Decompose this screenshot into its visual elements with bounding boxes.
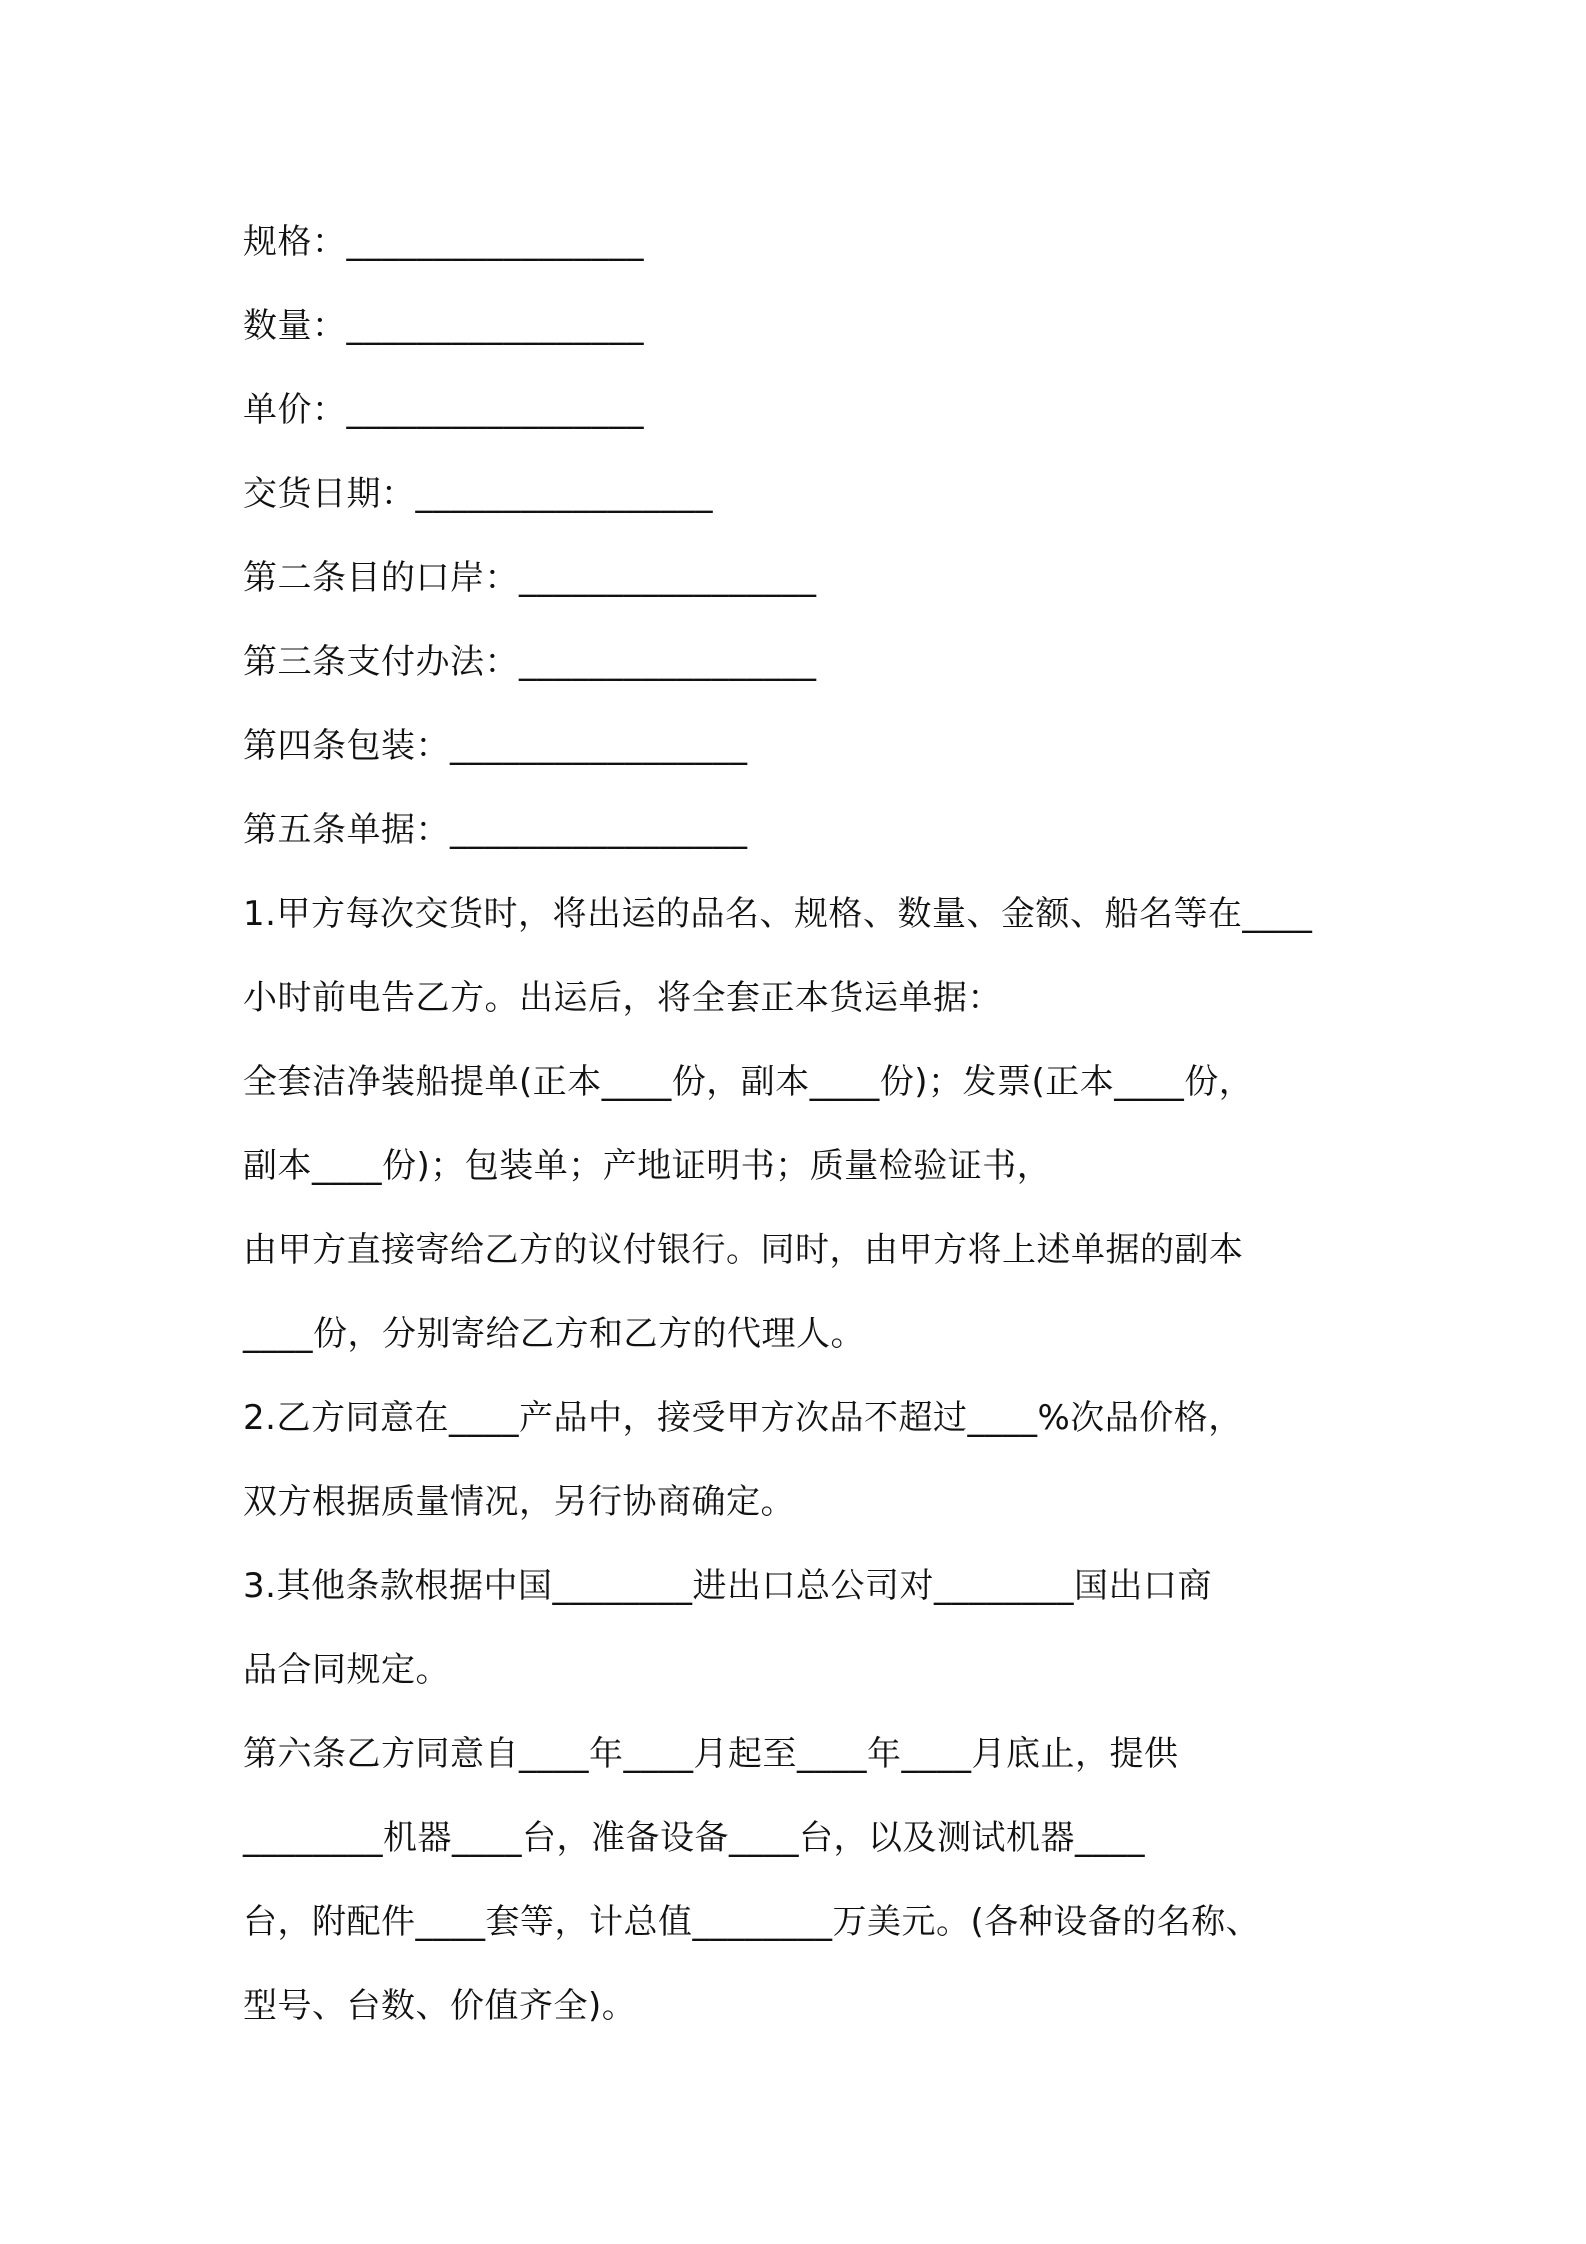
article-6-line-3: 台，附配件____套等，计总值________万美元。(各种设备的名称、	[243, 1902, 1261, 1942]
article-4-packing-line: 第四条包装：_________________	[243, 726, 748, 766]
clause-1-line-6: ____份，分别寄给乙方和乙方的代理人。	[243, 1314, 865, 1354]
clause-3-line-1: 3.其他条款根据中国________进出口总公司对________国出口商	[243, 1566, 1212, 1606]
clause-1-line-1: 1.甲方每次交货时，将出运的品名、规格、数量、金额、船名等在____	[243, 894, 1313, 934]
clause-1-line-4: 副本____份)；包装单；产地证明书；质量检验证书，	[243, 1146, 1052, 1186]
clause-2-line-2: 双方根据质量情况，另行协商确定。	[243, 1482, 795, 1522]
unit-price-line: 单价：_________________	[243, 390, 644, 430]
clause-1-line-2: 小时前电告乙方。出运后，将全套正本货运单据：	[243, 978, 1002, 1018]
article-3-payment-line: 第三条支付办法：_________________	[243, 642, 817, 682]
clause-2-line-1: 2.乙方同意在____产品中，接受甲方次品不超过____%次品价格，	[243, 1398, 1243, 1438]
article-5-documents-line: 第五条单据：_________________	[243, 810, 748, 850]
delivery-date-line: 交货日期：_________________	[243, 474, 713, 514]
contract-body	[243, 200, 1373, 2048]
article-6-line-2: ________机器____台，准备设备____台，以及测试机器____	[243, 1818, 1145, 1858]
quantity-line: 数量：_________________	[243, 306, 644, 346]
clause-3-line-2: 品合同规定。	[243, 1650, 450, 1690]
spec-line: 规格：_________________	[243, 222, 644, 262]
clause-1-line-5: 由甲方直接寄给乙方的议付银行。同时，由甲方将上述单据的副本	[243, 1230, 1244, 1270]
article-6-line-1: 第六条乙方同意自____年____月起至____年____月底止，提供	[243, 1734, 1179, 1774]
article-6-line-4: 型号、台数、价值齐全)。	[243, 1986, 637, 2026]
clause-1-line-3: 全套洁净装船提单(正本____份，副本____份)；发票(正本____份，	[243, 1062, 1254, 1102]
article-2-port-line: 第二条目的口岸：_________________	[243, 558, 817, 598]
